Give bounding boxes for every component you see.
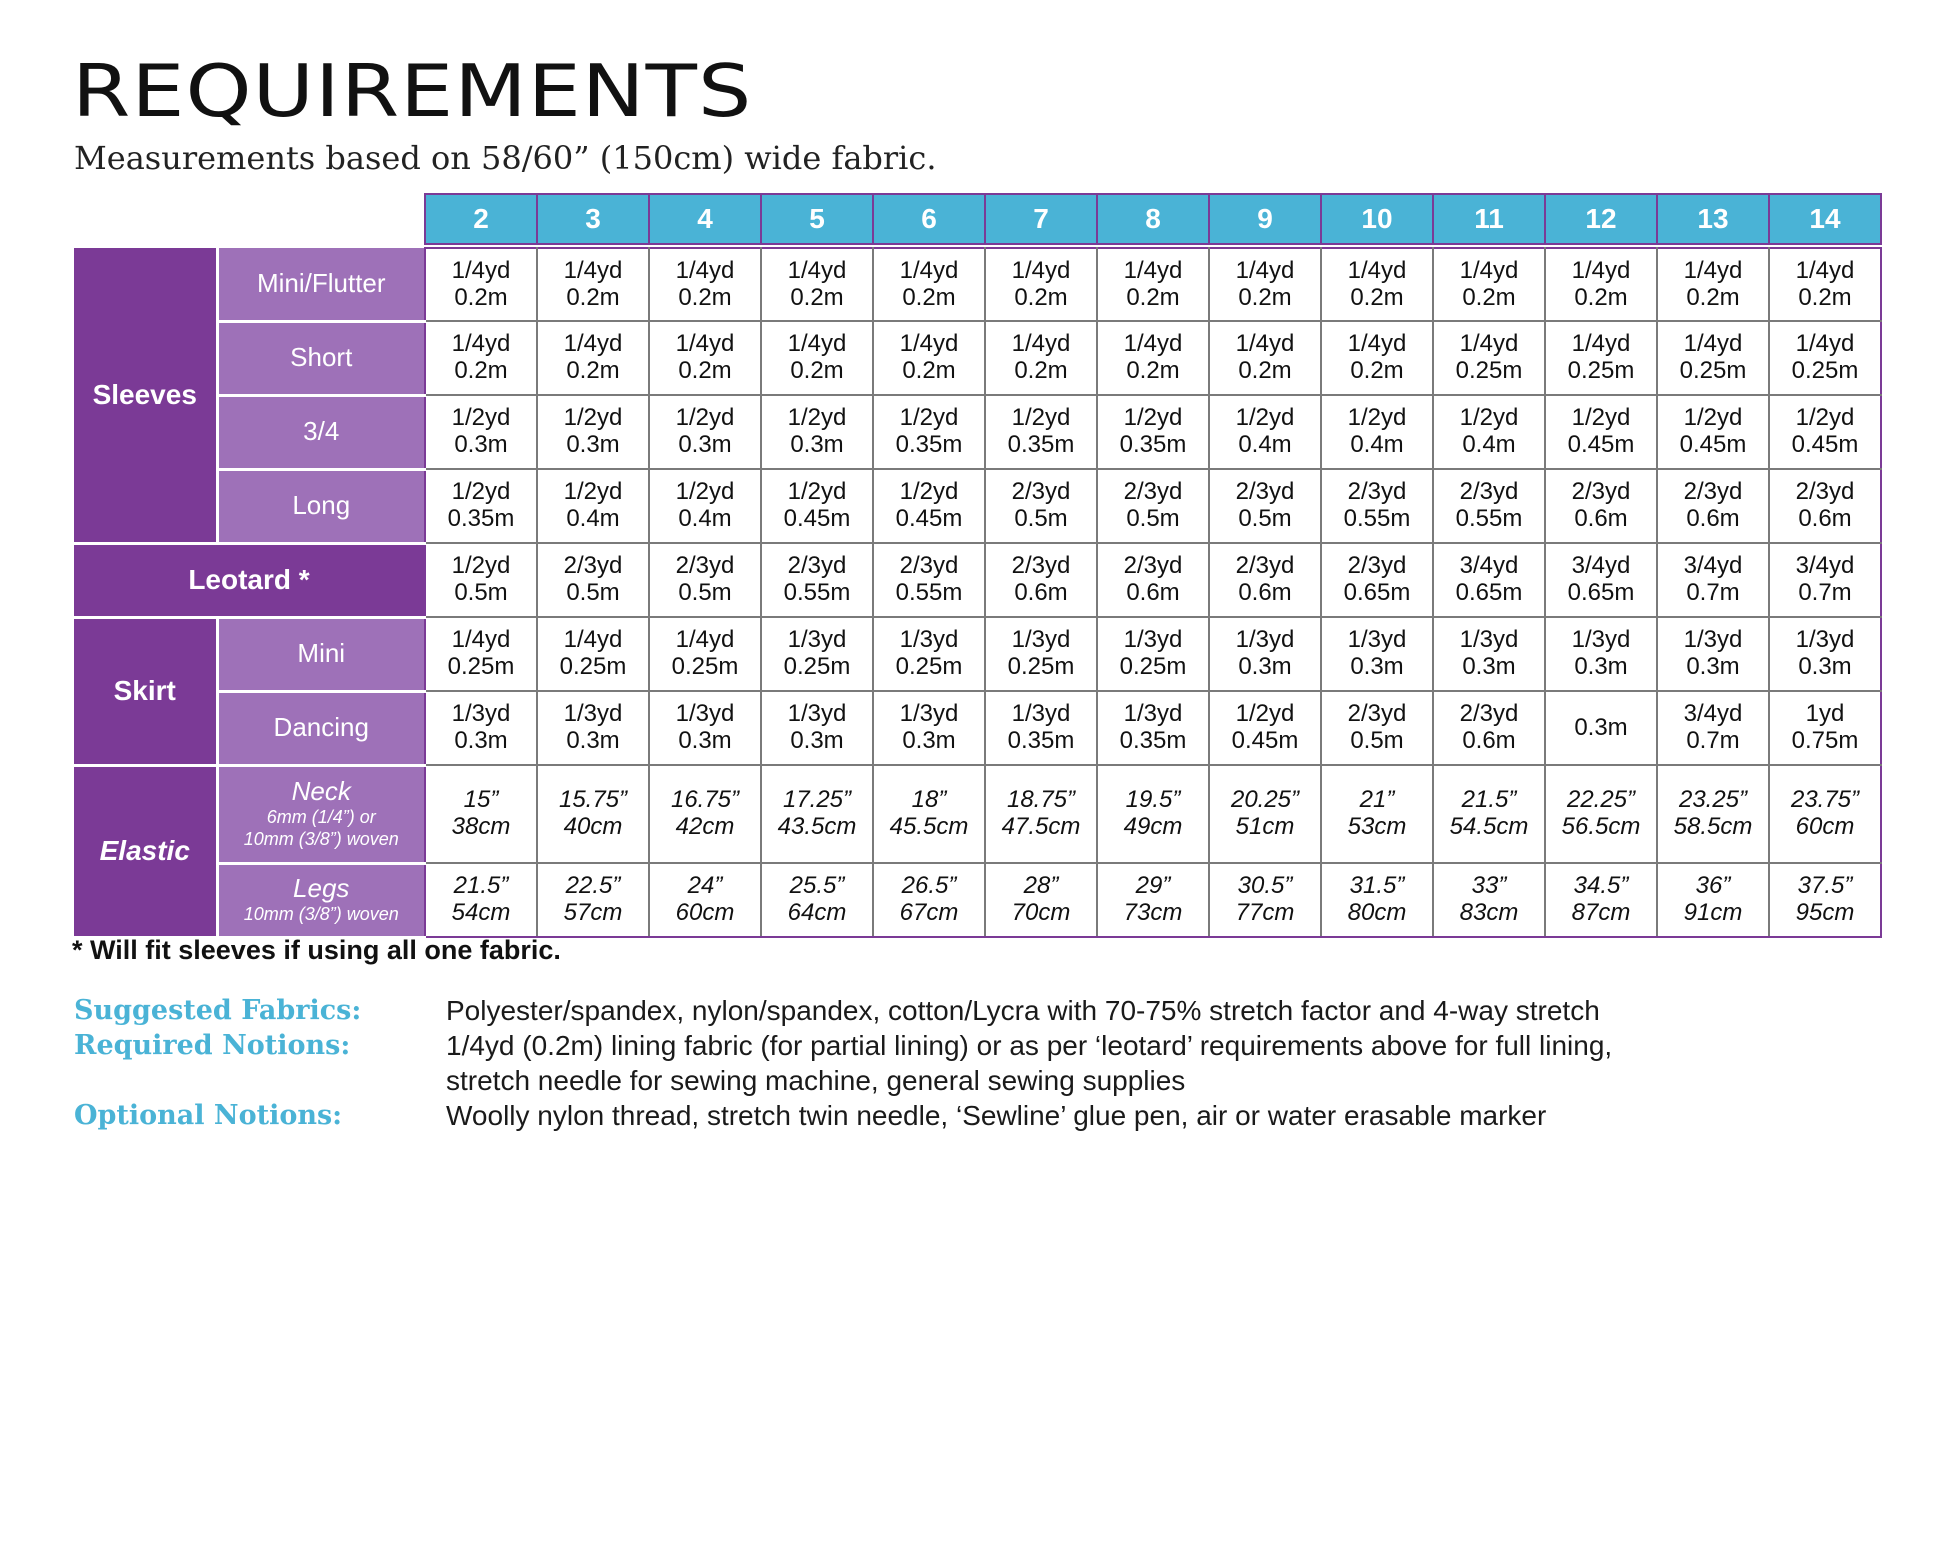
value-cell: 1/3yd 0.3m	[873, 691, 985, 765]
value-cell: 2/3yd 0.6m	[1657, 469, 1769, 543]
size-header: 8	[1097, 194, 1209, 244]
value-cell: 24” 60cm	[649, 863, 761, 937]
footnote: * Will fit sleeves if using all one fabric.	[72, 935, 561, 965]
row-skirt-dancing	[74, 691, 1881, 765]
value-cell: 1/4yd 0.25m	[649, 617, 761, 691]
value-cell: 1/2yd 0.45m	[1657, 395, 1769, 469]
value-cell: 2/3yd 0.5m	[649, 543, 761, 617]
group-label-skirt: Skirt	[74, 617, 217, 765]
size-header: 11	[1433, 194, 1545, 244]
value-cell: 17.25” 43.5cm	[761, 765, 873, 863]
value-cell: 2/3yd 0.65m	[1321, 543, 1433, 617]
value-cell: 20.25” 51cm	[1209, 765, 1321, 863]
value-cell: 3/4yd 0.7m	[1657, 691, 1769, 765]
row-label-note: 10mm (3/8”) woven	[243, 904, 399, 925]
value-cell: 2/3yd 0.5m	[1209, 469, 1321, 543]
value-cell: 33” 83cm	[1433, 863, 1545, 937]
value-cell: 16.75” 42cm	[649, 765, 761, 863]
row-skirt-mini	[74, 617, 1881, 691]
value-cell: 2/3yd 0.6m	[1097, 543, 1209, 617]
value-cell: 1/4yd 0.25m	[1433, 321, 1545, 395]
value-cell: 25.5” 64cm	[761, 863, 873, 937]
value-cell: 1/3yd 0.3m	[1545, 617, 1657, 691]
value-cell: 3/4yd 0.65m	[1545, 543, 1657, 617]
size-header: 3	[537, 194, 649, 244]
value-cell: 1/4yd 0.2m	[761, 248, 873, 321]
value-cell: 1/4yd 0.2m	[1657, 248, 1769, 321]
note-label: Required Notions:	[74, 1030, 351, 1061]
value-cell: 1/2yd 0.5m	[425, 543, 537, 617]
value-cell: 1/3yd 0.3m	[1321, 617, 1433, 691]
page-subtitle: Measurements based on 58/60” (150cm) wide fabric.	[74, 139, 937, 177]
value-cell: 1/3yd 0.3m	[1209, 617, 1321, 691]
row-elastic-neck	[74, 765, 1881, 863]
size-header: 10	[1321, 194, 1433, 244]
value-cell: 19.5” 49cm	[1097, 765, 1209, 863]
value-cell: 15.75” 40cm	[537, 765, 649, 863]
header-blank	[74, 194, 425, 244]
value-cell: 2/3yd 0.6m	[1433, 691, 1545, 765]
value-cell: 1/4yd 0.25m	[425, 617, 537, 691]
value-cell: 2/3yd 0.6m	[1545, 469, 1657, 543]
value-cell: 1yd 0.75m	[1769, 691, 1881, 765]
value-cell: 1/3yd 0.3m	[1657, 617, 1769, 691]
size-header: 4	[649, 194, 761, 244]
value-cell: 2/3yd 0.55m	[1433, 469, 1545, 543]
group-label-leotard: Leotard *	[74, 543, 425, 617]
value-cell: 22.5” 57cm	[537, 863, 649, 937]
row-label-mini-flutter	[217, 248, 425, 321]
value-cell: 1/4yd 0.2m	[985, 321, 1097, 395]
value-cell: 1/4yd 0.25m	[1657, 321, 1769, 395]
size-header: 14	[1769, 194, 1881, 244]
value-cell: 2/3yd 0.5m	[1097, 469, 1209, 543]
row-label-text: Mini/Flutter	[256, 267, 386, 298]
value-cell: 1/4yd 0.25m	[1769, 321, 1881, 395]
value-cell: 23.75” 60cm	[1769, 765, 1881, 863]
value-cell: 1/2yd 0.45m	[1545, 395, 1657, 469]
value-cell: 18” 45.5cm	[873, 765, 985, 863]
row-label-text: Neck	[291, 776, 351, 807]
value-cell: 28” 70cm	[985, 863, 1097, 937]
value-cell: 1/4yd 0.25m	[1545, 321, 1657, 395]
value-cell: 1/2yd 0.3m	[649, 395, 761, 469]
note-label: Suggested Fabrics:	[74, 995, 362, 1026]
value-cell: 1/4yd 0.2m	[1545, 248, 1657, 321]
value-cell: 1/3yd 0.3m	[1769, 617, 1881, 691]
value-cell: 1/2yd 0.45m	[761, 469, 873, 543]
value-cell: 1/2yd 0.45m	[1209, 691, 1321, 765]
value-cell: 2/3yd 0.6m	[1769, 469, 1881, 543]
row-label-text: Short	[290, 342, 353, 373]
value-cell: 1/3yd 0.3m	[649, 691, 761, 765]
value-cell: 1/3yd 0.35m	[1097, 691, 1209, 765]
value-cell: 26.5” 67cm	[873, 863, 985, 937]
row-label-long	[217, 469, 425, 543]
size-header: 5	[761, 194, 873, 244]
note-text: Polyester/spandex, nylon/spandex, cotton/Lycra with 70-75% stretch factor and 4-way stretch	[446, 995, 1600, 1026]
value-cell: 1/3yd 0.25m	[873, 617, 985, 691]
value-cell: 1/3yd 0.3m	[761, 691, 873, 765]
row-label-text: Long	[292, 490, 351, 521]
value-cell: 22.25” 56.5cm	[1545, 765, 1657, 863]
value-cell: 1/2yd 0.45m	[1769, 395, 1881, 469]
note-label: Optional Notions:	[74, 1100, 343, 1131]
value-cell: 1/4yd 0.2m	[873, 321, 985, 395]
value-cell: 2/3yd 0.5m	[985, 469, 1097, 543]
requirements-table	[74, 193, 1882, 939]
value-cell: 1/4yd 0.2m	[985, 248, 1097, 321]
value-cell: 1/2yd 0.4m	[649, 469, 761, 543]
value-cell: 1/4yd 0.2m	[1097, 321, 1209, 395]
note-text: 1/4yd (0.2m) lining fabric (for partial lining) or as per ‘leotard’ requirements above for full lining, stretch needle for sewing machine, general sewing supplies	[446, 1030, 1613, 1096]
value-cell: 30.5” 77cm	[1209, 863, 1321, 937]
row-mini-flutter	[74, 248, 1881, 321]
value-cell: 1/4yd 0.2m	[1321, 248, 1433, 321]
row-label-elastic-legs	[217, 863, 425, 937]
value-cell: 1/4yd 0.2m	[1433, 248, 1545, 321]
value-cell: 1/4yd 0.2m	[761, 321, 873, 395]
value-cell: 1/4yd 0.2m	[537, 321, 649, 395]
value-cell: 1/2yd 0.4m	[1209, 395, 1321, 469]
row-label-text: 3/4	[303, 416, 340, 447]
size-header: 6	[873, 194, 985, 244]
value-cell: 3/4yd 0.65m	[1433, 543, 1545, 617]
value-cell: 15” 38cm	[425, 765, 537, 863]
value-cell: 2/3yd 0.55m	[873, 543, 985, 617]
size-header: 2	[425, 194, 537, 244]
value-cell: 34.5” 87cm	[1545, 863, 1657, 937]
size-header: 13	[1657, 194, 1769, 244]
value-cell: 1/2yd 0.3m	[761, 395, 873, 469]
row-three-quarter	[74, 395, 1881, 469]
value-cell: 31.5” 80cm	[1321, 863, 1433, 937]
value-cell: 1/4yd 0.2m	[425, 248, 537, 321]
value-cell: 1/3yd 0.25m	[985, 617, 1097, 691]
size-header-row	[74, 194, 1881, 244]
value-cell: 3/4yd 0.7m	[1769, 543, 1881, 617]
value-cell: 1/4yd 0.2m	[649, 248, 761, 321]
value-cell: 2/3yd 0.55m	[761, 543, 873, 617]
value-cell: 1/3yd 0.3m	[425, 691, 537, 765]
value-cell: 1/2yd 0.35m	[1097, 395, 1209, 469]
row-label-text: Mini	[297, 638, 346, 669]
value-cell: 2/3yd 0.5m	[537, 543, 649, 617]
value-cell: 23.25” 58.5cm	[1657, 765, 1769, 863]
group-label-sleeves: Sleeves	[74, 248, 217, 543]
row-label-text: Dancing	[273, 712, 369, 743]
value-cell: 1/4yd 0.2m	[425, 321, 537, 395]
size-header: 12	[1545, 194, 1657, 244]
value-cell: 1/3yd 0.3m	[537, 691, 649, 765]
value-cell: 1/3yd 0.25m	[761, 617, 873, 691]
value-cell: 18.75” 47.5cm	[985, 765, 1097, 863]
row-label-text: Legs	[293, 873, 350, 904]
note-text: Woolly nylon thread, stretch twin needle, ‘Sewline’ glue pen, air or water erasable marker	[446, 1100, 1547, 1131]
value-cell: 1/4yd 0.2m	[649, 321, 761, 395]
value-cell: 1/4yd 0.2m	[1097, 248, 1209, 321]
value-cell: 1/3yd 0.25m	[1097, 617, 1209, 691]
page-title: REQUIREMENTS	[72, 48, 753, 134]
row-label-short	[217, 321, 425, 395]
size-header: 9	[1209, 194, 1321, 244]
value-cell: 2/3yd 0.55m	[1321, 469, 1433, 543]
row-leotard	[74, 543, 1881, 617]
row-label-elastic-neck	[217, 765, 425, 863]
value-cell: 1/3yd 0.35m	[985, 691, 1097, 765]
value-cell: 37.5” 95cm	[1769, 863, 1881, 937]
value-cell: 1/2yd 0.3m	[425, 395, 537, 469]
row-elastic-legs	[74, 863, 1881, 937]
value-cell: 1/4yd 0.2m	[1209, 321, 1321, 395]
value-cell: 1/4yd 0.25m	[537, 617, 649, 691]
value-cell: 29” 73cm	[1097, 863, 1209, 937]
value-cell: 1/4yd 0.2m	[1769, 248, 1881, 321]
value-cell: 21” 53cm	[1321, 765, 1433, 863]
value-cell: 1/2yd 0.4m	[1321, 395, 1433, 469]
row-short	[74, 321, 1881, 395]
row-label-three-quarter	[217, 395, 425, 469]
value-cell: 1/2yd 0.35m	[425, 469, 537, 543]
value-cell: 21.5” 54cm	[425, 863, 537, 937]
group-label-elastic: Elastic	[74, 765, 217, 937]
value-cell: 1/2yd 0.4m	[537, 469, 649, 543]
value-cell: 3/4yd 0.7m	[1657, 543, 1769, 617]
value-cell: 2/3yd 0.6m	[985, 543, 1097, 617]
value-cell: 2/3yd 0.5m	[1321, 691, 1433, 765]
value-cell: 0.3m	[1545, 691, 1657, 765]
row-label-note: 6mm (1/4”) or 10mm (3/8”) woven	[243, 807, 399, 849]
value-cell: 21.5” 54.5cm	[1433, 765, 1545, 863]
size-header: 7	[985, 194, 1097, 244]
row-label-skirt-dancing	[217, 691, 425, 765]
value-cell: 1/2yd 0.45m	[873, 469, 985, 543]
value-cell: 1/4yd 0.2m	[1321, 321, 1433, 395]
row-long	[74, 469, 1881, 543]
value-cell: 1/4yd 0.2m	[1209, 248, 1321, 321]
value-cell: 1/2yd 0.3m	[537, 395, 649, 469]
value-cell: 36” 91cm	[1657, 863, 1769, 937]
value-cell: 1/4yd 0.2m	[873, 248, 985, 321]
value-cell: 2/3yd 0.6m	[1209, 543, 1321, 617]
value-cell: 1/3yd 0.3m	[1433, 617, 1545, 691]
value-cell: 1/2yd 0.4m	[1433, 395, 1545, 469]
value-cell: 1/4yd 0.2m	[537, 248, 649, 321]
value-cell: 1/2yd 0.35m	[985, 395, 1097, 469]
row-label-skirt-mini	[217, 617, 425, 691]
value-cell: 1/2yd 0.35m	[873, 395, 985, 469]
